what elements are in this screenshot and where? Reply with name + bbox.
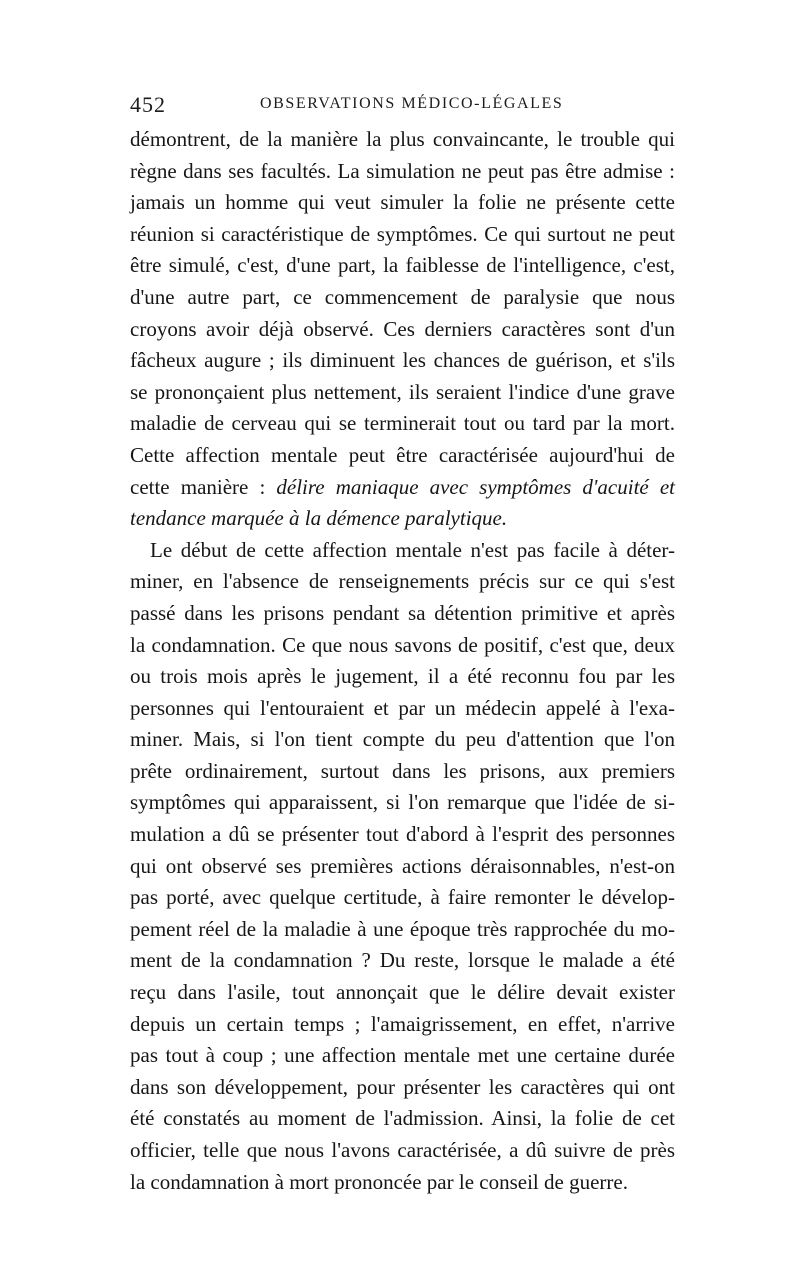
italic-text: tendance marquée à la démence paralytique. (130, 506, 508, 531)
text-line (130, 945, 675, 977)
text-line (130, 1009, 675, 1041)
text-segment: maladie de cerveau qui se terminerait tout ou tard par la mort. (130, 411, 675, 436)
text-line (130, 314, 675, 346)
text-segment: personnes qui l'entouraient et par un médecin appelé à l'exa- (130, 695, 675, 720)
text-segment: la condamnation. Ce que nous savons de positif, c'est que, deux (130, 632, 675, 657)
text-segment: règne dans ses facultés. La simulation ne peut pas être admise : (130, 158, 675, 183)
text-segment: passé dans les prisons pendant sa détention primitive et après (130, 600, 675, 625)
running-head-title: OBSERVATIONS MÉDICO-LÉGALES (260, 95, 564, 112)
text-segment: être simulé, c'est, d'une part, la faiblesse de l'intelligence, c'est, (130, 253, 675, 278)
running-head (130, 92, 675, 122)
text-line (130, 914, 675, 946)
text-segment: pas tout à coup ; une affection mentale met une certaine durée (130, 1043, 675, 1068)
text-segment: miner, en l'absence de renseignements précis sur ce qui s'est (130, 569, 675, 594)
text-segment: démontrent, de la manière la plus convaincante, le trouble qui (130, 127, 675, 151)
text-line (130, 535, 675, 567)
text-line (130, 977, 675, 1009)
text-line (130, 408, 675, 440)
text-segment: jamais un homme qui veut simuler la folie ne présente cette (130, 190, 675, 215)
text-line (130, 1103, 675, 1135)
text-line (130, 630, 675, 662)
text-line (130, 472, 675, 504)
text-segment: officier, telle que nous l'avons caractérisée, a dû suivre de près (130, 1138, 675, 1162)
text-segment: se prononçaient plus nettement, ils seraient l'indice d'une grave (130, 379, 675, 404)
text-segment: mulation a dû se présenter tout d'abord à l'esprit des personnes (130, 822, 675, 847)
text-line (130, 756, 675, 788)
text-segment: fâcheux augure ; ils diminuent les chances de guérison, et s'ils (130, 348, 675, 373)
text-segment: cette manière : (130, 474, 277, 499)
text-segment: Cette affection mentale peut être caractérisée aujourd'hui de (130, 442, 675, 467)
text-line (130, 598, 675, 630)
paragraph (130, 124, 675, 535)
text-segment: la condamnation à mort prononcée par le conseil de guerre. (130, 1169, 628, 1194)
text-segment: Le début de cette affection mentale n'est pas facile à déter- (150, 537, 675, 562)
text-line (130, 282, 675, 314)
text-line (130, 724, 675, 756)
text-line (130, 219, 675, 251)
text-segment: prête ordinairement, surtout dans les prisons, aux premiers (130, 758, 675, 783)
body-text (130, 124, 675, 1198)
text-segment: ou trois mois après le jugement, il a été reconnu fou par les (130, 664, 675, 689)
text-line (130, 1135, 675, 1167)
text-line (130, 882, 675, 914)
text-line (130, 503, 675, 535)
text-line (130, 661, 675, 693)
text-segment: croyons avoir déjà observé. Ces derniers caractères sont d'un (130, 316, 675, 341)
text-segment: d'une autre part, ce commencement de paralysie que nous (130, 284, 675, 309)
text-line (130, 1072, 675, 1104)
text-segment: symptômes qui apparaissent, si l'on remarque que l'idée de si- (130, 790, 675, 815)
text-line (130, 187, 675, 219)
text-line (130, 345, 675, 377)
text-line (130, 156, 675, 188)
text-line (130, 124, 675, 156)
text-segment: reçu dans l'asile, tout annonçait que le délire devait exister (130, 980, 675, 1005)
italic-text: délire maniaque avec symptômes d'acuité et (276, 474, 675, 499)
text-line (130, 377, 675, 409)
paragraph (130, 535, 675, 1198)
text-line (130, 566, 675, 598)
text-segment: qui ont observé ses premières actions déraisonnables, n'est-on (130, 853, 675, 878)
text-line (130, 440, 675, 472)
text-line (130, 851, 675, 883)
text-line (130, 787, 675, 819)
text-line (130, 819, 675, 851)
text-segment: réunion si caractéristique de symptômes. Ce qui surtout ne peut (130, 221, 675, 246)
text-line (130, 1040, 675, 1072)
text-segment: été constatés au moment de l'admission. Ainsi, la folie de cet (130, 1106, 675, 1131)
text-line (130, 693, 675, 725)
text-segment: pement réel de la maladie à une époque très rapprochée du mo- (130, 916, 675, 941)
text-segment: miner. Mais, si l'on tient compte du peu d'attention que l'on (130, 727, 675, 752)
text-segment: depuis un certain temps ; l'amaigrissement, en effet, n'arrive (130, 1011, 675, 1036)
text-segment: pas porté, avec quelque certitude, à faire remonter le dévelop- (130, 885, 675, 910)
page-number: 452 (130, 92, 166, 117)
text-segment: ment de la condamnation ? Du reste, lorsque le malade a été (130, 948, 675, 973)
text-line (130, 250, 675, 282)
text-line (130, 1167, 675, 1199)
text-segment: dans son développement, pour présenter les caractères qui ont (130, 1074, 675, 1099)
